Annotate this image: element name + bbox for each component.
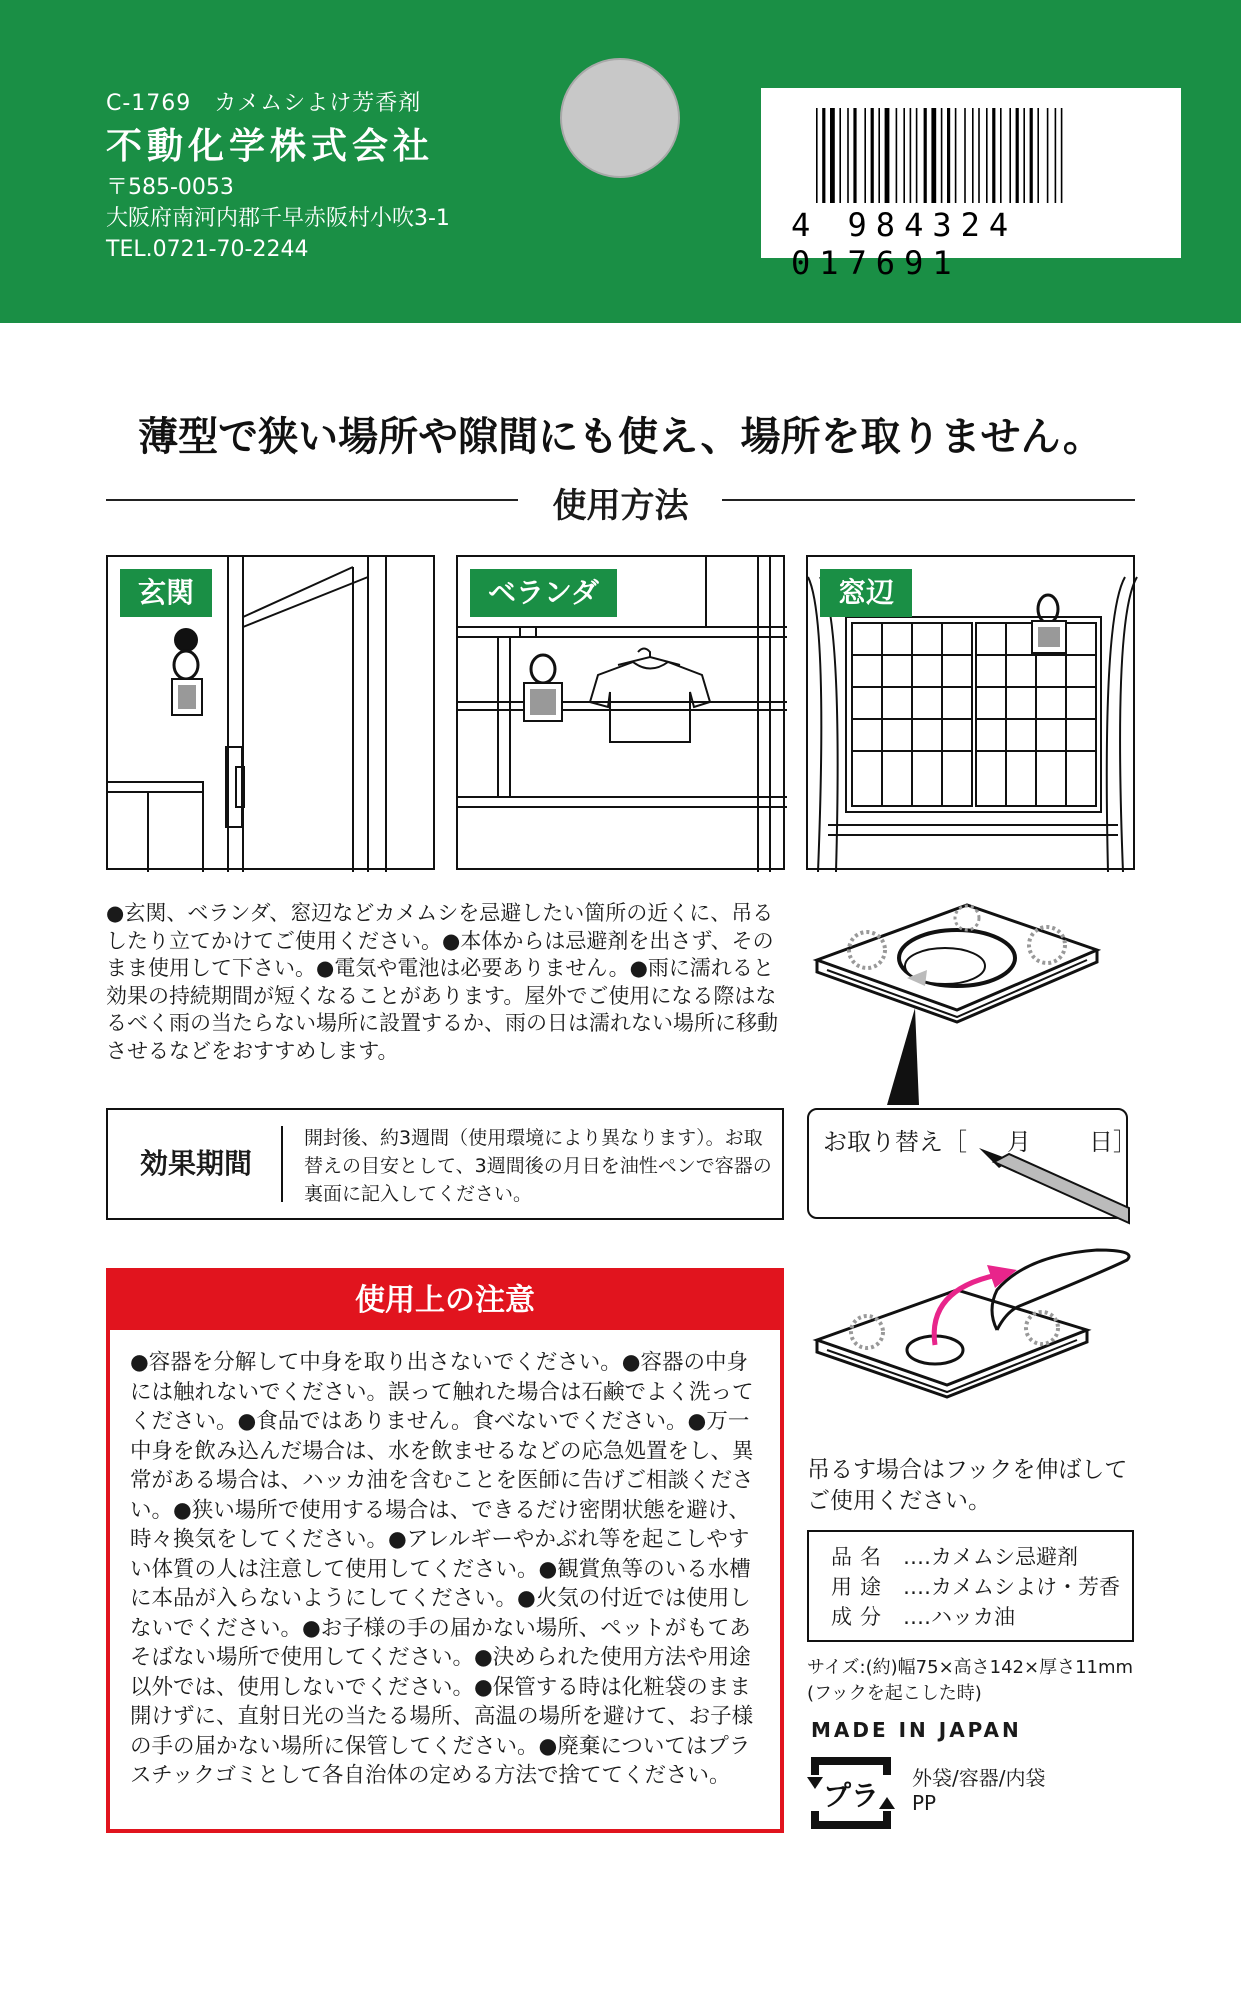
barcode-bar (924, 108, 927, 203)
hook-illustration (807, 1250, 1137, 1450)
effect-period-text: 開封後、約3週間（使用環境により異なります）。お取替えの目安として、3週間後の月日を油性ペンで容器の裏面に記入してください。 (304, 1127, 772, 1205)
usage-text: ●玄関、ベランダ、窓辺などカメムシを忌避したい箇所の近くに、吊るしたり立てかけてご使用ください。●本体からは忌避剤を出さず、そのまま使用して下さい。●電気や電池は必要ありません。●雨に濡れると効果の持続期間が短くなることがあります。屋外でご使用になる際はなるべく雨の当たらない場所に設置するか、雨の日は濡れない場所に移動させるなどをおすすめします。 (106, 901, 778, 1063)
product-code: C-1769 カメムシよけ芳香剤 (106, 91, 422, 116)
recycle-material: PP (912, 1791, 937, 1815)
caution-title: 使用上の注意 (110, 1272, 780, 1330)
barcode-bar (986, 108, 988, 203)
barcode-bar (1055, 108, 1057, 203)
scene-entrance (106, 555, 435, 870)
barcode-bar (916, 108, 918, 203)
recycle-materials (912, 1766, 1045, 1816)
barcode-bar (910, 108, 912, 203)
scene-window (806, 555, 1135, 870)
barcode (761, 88, 1181, 282)
barcode-bar (978, 108, 980, 203)
refill-day: 日］ (1089, 1128, 1137, 1156)
product-back-illustration (807, 890, 1137, 1105)
barcode-bar (1016, 108, 1019, 203)
barcode-number: 4 984324 017691 (791, 206, 1018, 282)
address-line: 大阪府南河内郡千早赤阪村小吹3-1 (106, 206, 450, 231)
barcode-bar (992, 108, 995, 203)
caution-box (106, 1268, 784, 1833)
spec-key: 成分 (831, 1605, 889, 1629)
barcode-bars (816, 108, 1136, 208)
spec-value: ‥‥ハッカ油 (903, 1605, 1016, 1629)
barcode-bar (947, 108, 950, 203)
barcode-bar (885, 108, 890, 203)
pla-mark-text: プラ (822, 1779, 880, 1812)
spec-value: ‥‥カメムシよけ・芳香 (903, 1575, 1121, 1599)
barcode-bar (1000, 108, 1002, 203)
barcode-bar (903, 108, 905, 203)
barcode-bar (1009, 108, 1011, 203)
effect-period-title: 効果期間 (139, 1147, 252, 1180)
spec-key: 用途 (831, 1575, 889, 1599)
barcode-bar (1047, 108, 1049, 203)
company-name: 不動化学株式会社 (106, 126, 435, 167)
size-line: サイズ:(約)幅75×高さ142×厚さ11mm (807, 1657, 1134, 1678)
marker-pen-icon (979, 1148, 1129, 1223)
scene-veranda (456, 555, 785, 870)
size-note: (フックを起こした時) (807, 1683, 982, 1704)
how-to-use-title: 使用方法 (552, 486, 689, 526)
barcode-bar (955, 108, 957, 203)
refill-label: お取り替え［ (823, 1128, 967, 1156)
barcode-bar (972, 108, 974, 203)
barcode-bar (1030, 108, 1033, 203)
company-address (106, 172, 450, 265)
hang-note: 吊るす場合はフックを伸ばしてご使用ください。 (807, 1457, 1128, 1514)
telephone: TEL.0721-70-2244 (106, 237, 309, 262)
caution-text: ●容器を分解して中身を取り出さないでください。●容器の中身には触れないでください。誤って触れた場合は石鹸でよく洗ってください。●食品ではありません。食べないでください。●万一中身を飲み込んだ場合は、水を飲ませるなどの応急処置をし、異常がある場合は、ハッカ油を含むことを医師に告げご相談ください。●狭い場所で使用する場合は、できるだけ密閉状態を避け、時々換気をしてください。●アレルギーやかぶれ等を起こしやすい体質の人は注意して使用してください。●観賞魚等のいる水槽に本品が入らないようにしてください。●火気の付近では使用しないでください。●お子様の手の届かない場所、ペットがもてあそばない場所で使用してください。●決められた使用方法や用途以外では、使用しないでください。●保管する時は化粧袋のまま開けずに、直射日光の当たる場所、高温の場所を避けて、お子様の手の届かない場所に保管してください。●廃棄についてはプラスチックゴミとして各自治体の定める方法で捨ててください。 (130, 1350, 754, 1788)
barcode-bar (878, 108, 880, 203)
barcode-bar (1037, 108, 1039, 203)
refill-date-box (807, 1108, 1137, 1219)
headline: 薄型で狭い場所や隙間にも使え、場所を取りません。 (138, 414, 1103, 460)
recycle-parts: 外袋/容器/内袋 (912, 1766, 1046, 1790)
spec-key: 品名 (831, 1545, 889, 1569)
barcode-bar (941, 108, 943, 203)
scene-label-window: 窓辺 (820, 569, 912, 617)
postal-code: 〒585-0053 (106, 175, 234, 200)
barcode-bar (847, 108, 849, 203)
barcode-bar (931, 108, 936, 203)
refill-month: 月 (1007, 1128, 1031, 1156)
barcode-bar (864, 108, 866, 203)
spec-row (831, 1602, 1132, 1632)
barcode-bar (839, 108, 841, 203)
made-in: MADE IN JAPAN (811, 1718, 1022, 1742)
barcode-bar (830, 108, 835, 203)
spec-row (831, 1572, 1132, 1602)
spec-box (807, 1530, 1134, 1642)
header-band (0, 0, 1241, 323)
divider-line (722, 499, 1135, 501)
scene-label-veranda: ベランダ (470, 569, 617, 617)
barcode-bar (1023, 108, 1025, 203)
size-info (807, 1655, 1147, 1707)
barcode-bar (822, 108, 825, 203)
hang-hole (560, 58, 680, 178)
how-to-use-heading (106, 478, 1135, 526)
barcode-bar (964, 108, 966, 203)
barcode-bar (871, 108, 874, 203)
pla-recycle-icon (807, 1753, 895, 1833)
effect-divider (281, 1126, 283, 1202)
effect-period-box (106, 1108, 784, 1220)
spec-row (831, 1542, 1132, 1572)
barcode-bar (853, 108, 856, 203)
barcode-bar (896, 108, 898, 203)
scene-label-entrance: 玄関 (120, 569, 212, 617)
spec-value: ‥‥カメムシ忌避剤 (903, 1545, 1079, 1569)
barcode-bar (1061, 108, 1063, 203)
barcode-bar (816, 108, 818, 203)
